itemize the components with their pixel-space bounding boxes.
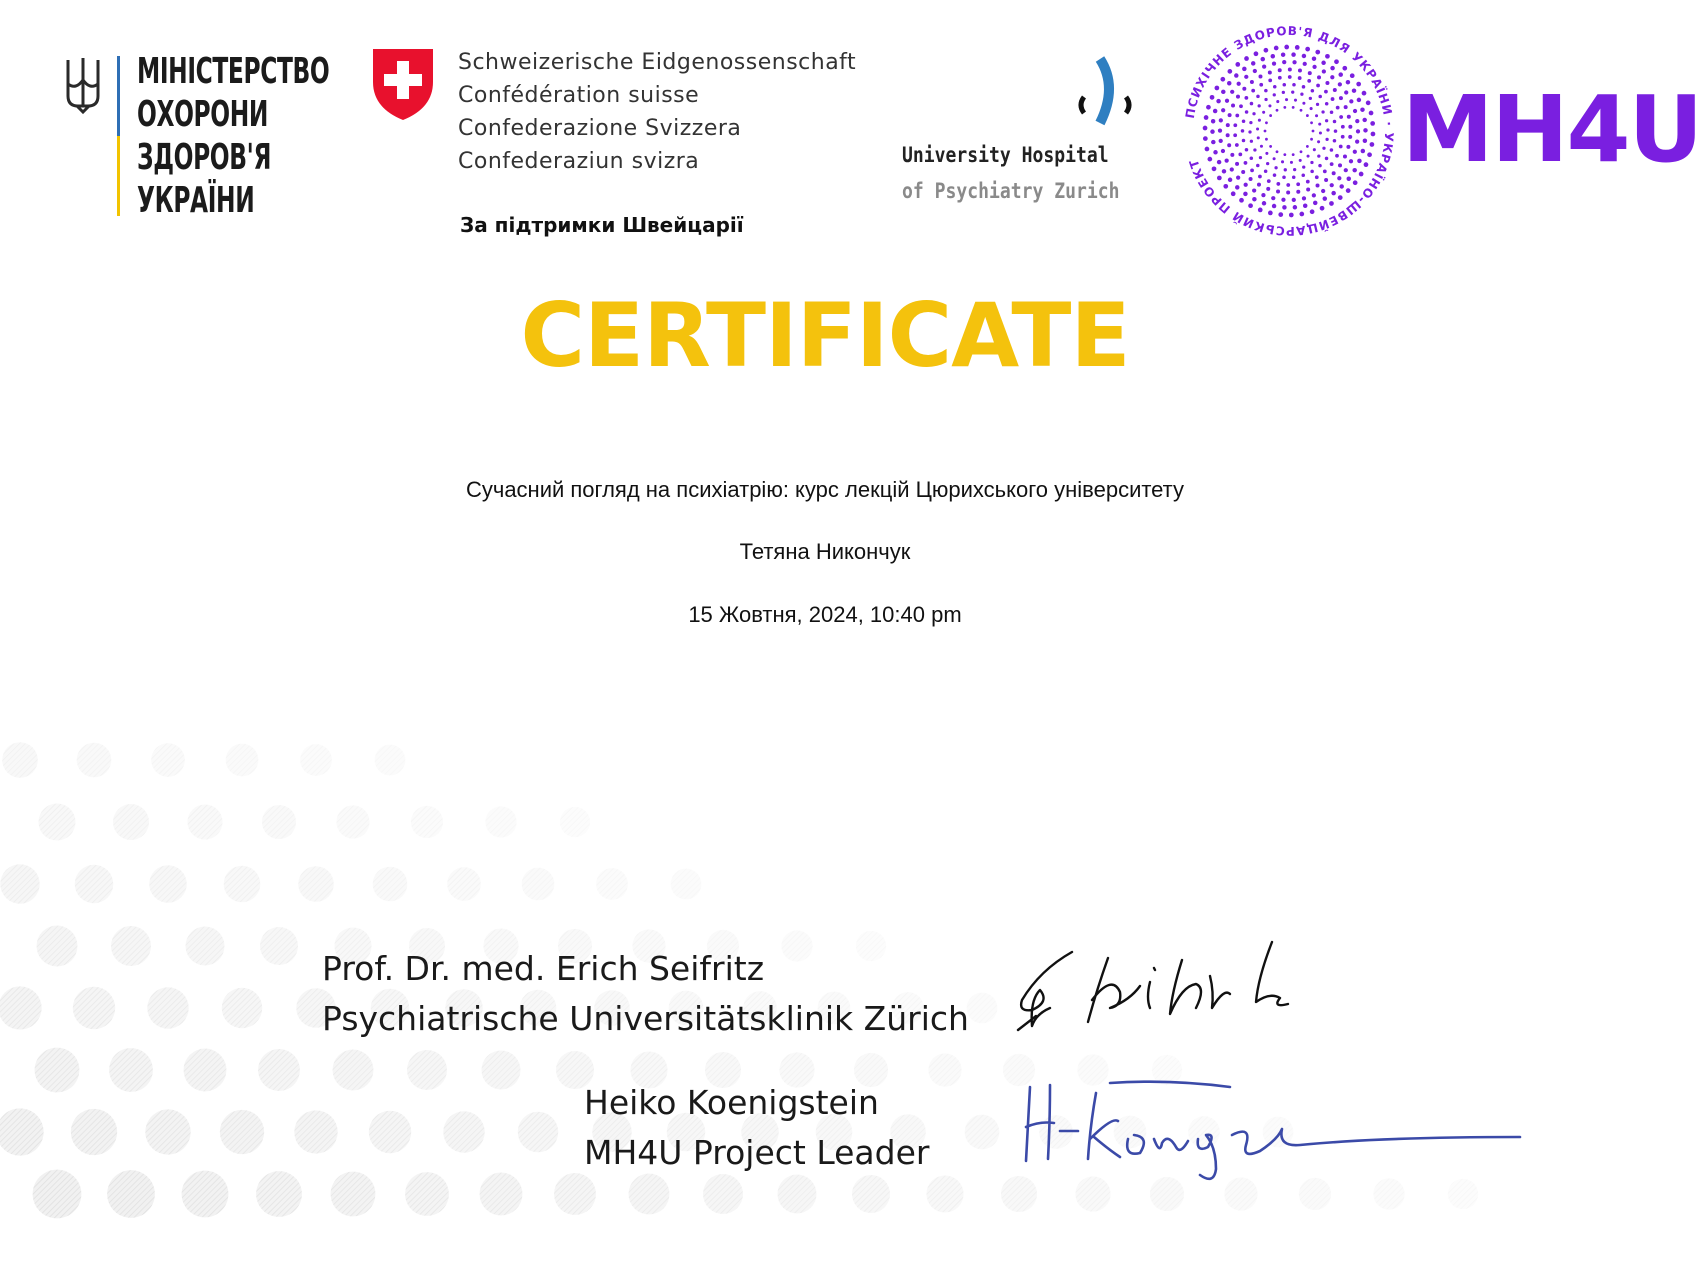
swiss-confederation-text (458, 46, 856, 178)
course-title: Сучасний погляд на психіатрію: курс лекцій Цюрихського університету (465, 477, 1185, 502)
seal-ring-text: ПСИХІЧНЕ ЗДОРОВ'Я ДЛЯ УКРАЇНИ · УКРАЇНО-ШВЕЙЦАРСЬКИЙ ПРОЕКТ (1182, 23, 1397, 239)
ministry-line: УКРАЇНИ (137, 180, 255, 221)
ukraine-trident-icon (64, 56, 102, 114)
swiss-line: Confederazione Svizzera (458, 116, 742, 141)
signatory-name: Heiko Koenigstein (584, 1083, 879, 1122)
signatory-1 (322, 944, 969, 1044)
recipient-name: Тетяна Никончук (739, 539, 911, 564)
ministry-line: ЗДОРОВ'Я (137, 137, 272, 178)
signature-2-image (1020, 1075, 1540, 1190)
signatory-2 (584, 1078, 929, 1178)
issue-date: 15 Жовтня, 2024, 10:40 pm (688, 602, 962, 627)
certificate-title: CERTIFICATE (520, 284, 1130, 387)
hospital-name-line2: of Psychiatry Zurich (902, 179, 1120, 203)
swiss-shield-icon (370, 46, 436, 122)
ministry-line: ОХОРОНИ (137, 94, 269, 135)
swiss-line: Schweizerische Eidgenossenschaft (458, 50, 857, 75)
ministry-line: МІНІСТЕРСТВО (137, 51, 330, 92)
signatory-role: Psychiatrische Universitätsklinik Zürich (322, 999, 969, 1038)
mh4u-seal-icon (1180, 22, 1398, 240)
swiss-line: Confederaziun svizra (458, 149, 700, 174)
hospital-logo-text (902, 137, 1155, 209)
signature-1-image (1010, 930, 1350, 1045)
hospital-name-line1: University Hospital (902, 143, 1109, 167)
hospital-brackets-icon (1070, 57, 1140, 127)
mh4u-wordmark: MH4U (1402, 76, 1701, 183)
ministry-color-bar (117, 56, 120, 216)
swiss-support-caption: За підтримки Швейцарії (460, 213, 744, 237)
ministry-logo-text (137, 50, 330, 222)
swiss-line: Confédération suisse (458, 83, 700, 108)
signatory-name: Prof. Dr. med. Erich Seifritz (322, 949, 765, 988)
signatory-role: MH4U Project Leader (584, 1133, 930, 1172)
